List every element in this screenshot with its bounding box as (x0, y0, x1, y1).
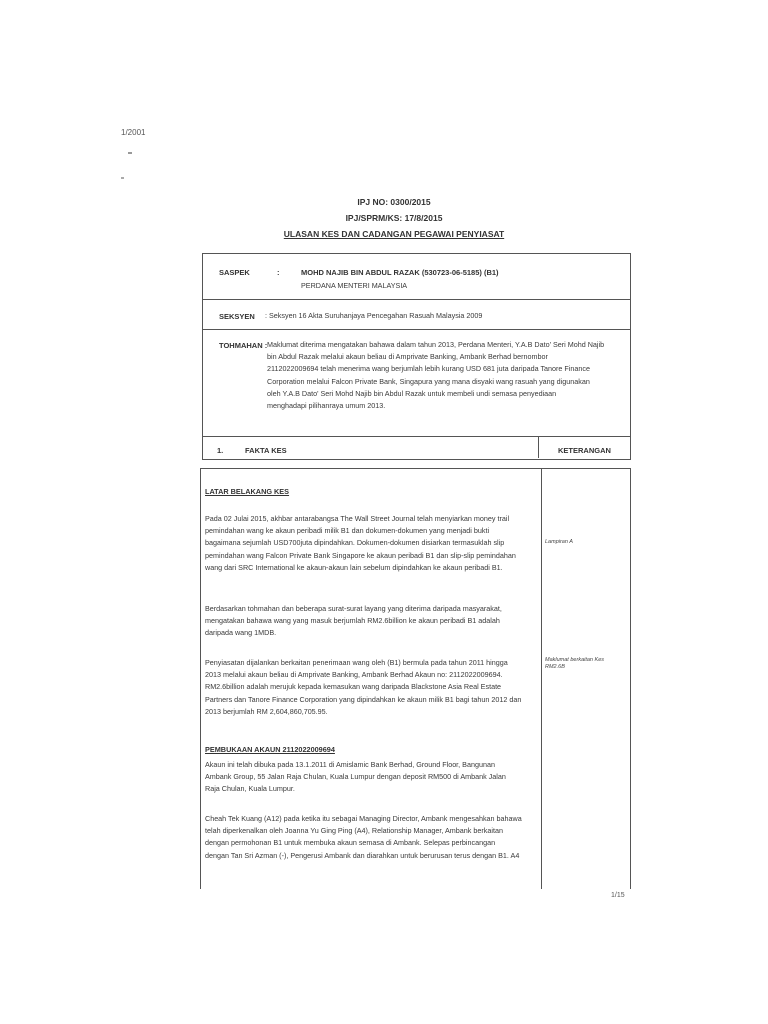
text-line: pemindahan wang Falcon Private Bank Singapore ke akaun peribadi B1 dan slip-slip pemindahan (205, 550, 516, 560)
scan-speck (121, 177, 124, 179)
paragraph (205, 759, 541, 796)
text-line: bin Abdul Razak melalui akaun beliau di Amprivate Banking, Ambank Berhad bernombor (267, 352, 548, 362)
text-line: dengan permohonan B1 untuk membuka akaun semasa di Ambank. Selepas perbincangan (205, 838, 496, 848)
text-line: Maklumat diterima mengatakan bahawa dalam tahun 2013, Perdana Menteri, Y.A.B Dato' Seri Mohd Najib (267, 340, 605, 349)
pembukaan-akaun-heading: PEMBUKAAN AKAUN 2112022009694 (205, 745, 335, 754)
paragraph (205, 657, 541, 718)
paragraph (205, 603, 541, 640)
seksyen-label: SEKSYEN (219, 312, 255, 321)
page-number: 1/15 (611, 892, 625, 899)
divider (203, 436, 630, 437)
text-line: 2112022009694 telah menerima wang berjumlah lebih kurang USD 681 juta daripada Tanore Finance (267, 364, 590, 374)
text-line: Berdasarkan tohmahan dan beberapa surat-surat layang yang diterima daripada masyarakat, (205, 604, 502, 613)
saspek-colon: : (277, 268, 280, 277)
divider (203, 299, 630, 300)
text-line: Raja Chulan, Kuala Lumpur. (205, 784, 295, 794)
text-line: wang dari SRC International ke akaun-akaun lain sebelum dipindahkan ke akaun peribadi B1. (205, 562, 503, 572)
maklumat-note: Maklumat berkaitan Kes RM2.6B (545, 657, 604, 670)
tohmahan-text (267, 339, 624, 412)
saspek-name: MOHD NAJIB BIN ABDUL RAZAK (530723-06-5185) (B1) (301, 268, 499, 277)
ipj-sprm-number: IPJ/SPRM/KS: 17/8/2015 (345, 213, 443, 223)
latar-belakang-heading: LATAR BELAKANG KES (205, 487, 290, 496)
scan-speck (128, 152, 132, 154)
scan-corner-mark: 1/2001 (121, 128, 146, 137)
text-line: dengan Tan Sri Azman (-), Pengerusi Ambank dan diarahkan untuk berurusan terus dengan B1. A4 (205, 850, 520, 860)
text-line: Akaun ini telah dibuka pada 13.1.2011 di Amislamic Bank Berhad, Ground Floor, Bangunan (205, 760, 495, 769)
case-summary-box (202, 253, 631, 460)
lampiran-a-note: Lampiran A (545, 539, 573, 545)
text-line: oleh Y.A.B Dato' Seri Mohd Najib bin Abdul Razak untuk membeli undi semasa penyediaan (267, 388, 557, 398)
text-line: Penyiasatan dijalankan berkaitan penerimaan wang oleh (B1) bermula pada tahun 2011 hingga (205, 658, 508, 667)
saspek-position: PERDANA MENTERI MALAYSIA (301, 281, 408, 290)
text-line: 2013 melalui akaun beliau di Amprivate Banking, Ambank Berhad Akaun no: 2112022009694. (205, 670, 503, 680)
paragraph (205, 513, 541, 574)
tohmahan-label: TOHMAHAN : (219, 341, 268, 350)
text-line: menghadapi pilihanraya umum 2013. (267, 401, 386, 411)
seksyen-value: : Seksyen 16 Akta Suruhanjaya Pencegahan Rasuah Malaysia 2009 (265, 311, 483, 320)
paragraph (205, 813, 541, 862)
text-line: pemindahan wang ke akaun peribadi milik B1 dan dokumen-dokumen yang menjadi bukti (205, 526, 490, 536)
section-number: 1. (217, 446, 224, 455)
text-line: Ambank Group, 55 Jalan Raja Chulan, Kuala Lumpur dengan deposit RM500 di Ambank Jalan (205, 772, 506, 782)
column-divider (538, 436, 539, 458)
text-line: Partners dan Tanore Finance Corporation yang dipindahkan ke akaun milik B1 bagi tahun 2012 dan (205, 694, 522, 704)
text-line: telah diperkenalkan oleh Joanna Yu Ging Ping (A4), Relationship Manager, Ambank berkaitan (205, 826, 503, 836)
text-line: Pada 02 Julai 2015, akhbar antarabangsa The Wall Street Journal telah menyiarkan money trail (205, 514, 510, 523)
text-line: Corporation melalui Falcon Private Bank, Singapura yang mana disyaki wang rasuah yang digunakan (267, 376, 590, 386)
keterangan-header: KETERANGAN (558, 446, 611, 455)
section-title: FAKTA KES (245, 446, 287, 455)
text-line: RM2.6billion adalah merujuk kepada kemasukan wang daripada Blackstone Asia Real Estate (205, 682, 502, 692)
saspek-label: SASPEK (219, 268, 250, 277)
text-line: daripada wang 1MDB. (205, 628, 277, 638)
case-facts-box (200, 468, 631, 889)
text-line: bagaimana sejumlah USD700juta dipindahkan. Dokumen-dokumen disiarkan termasuklah slip (205, 538, 505, 548)
column-divider (541, 469, 542, 889)
text-line: mengatakan bahawa wang yang masuk berjumlah RM2.6billion ke akaun peribadi B1 adalah (205, 616, 500, 626)
document-title: ULASAN KES DAN CADANGAN PEGAWAI PENYIASAT (283, 229, 505, 239)
divider (203, 329, 630, 330)
text-line: 2013 berjumlah RM 2,604,860,705.95. (205, 706, 328, 716)
ipj-number: IPJ NO: 0300/2015 (357, 197, 431, 207)
text-line: Cheah Tek Kuang (A12) pada ketika itu sebagai Managing Director, Ambank mengesahkan bahawa (205, 814, 522, 823)
